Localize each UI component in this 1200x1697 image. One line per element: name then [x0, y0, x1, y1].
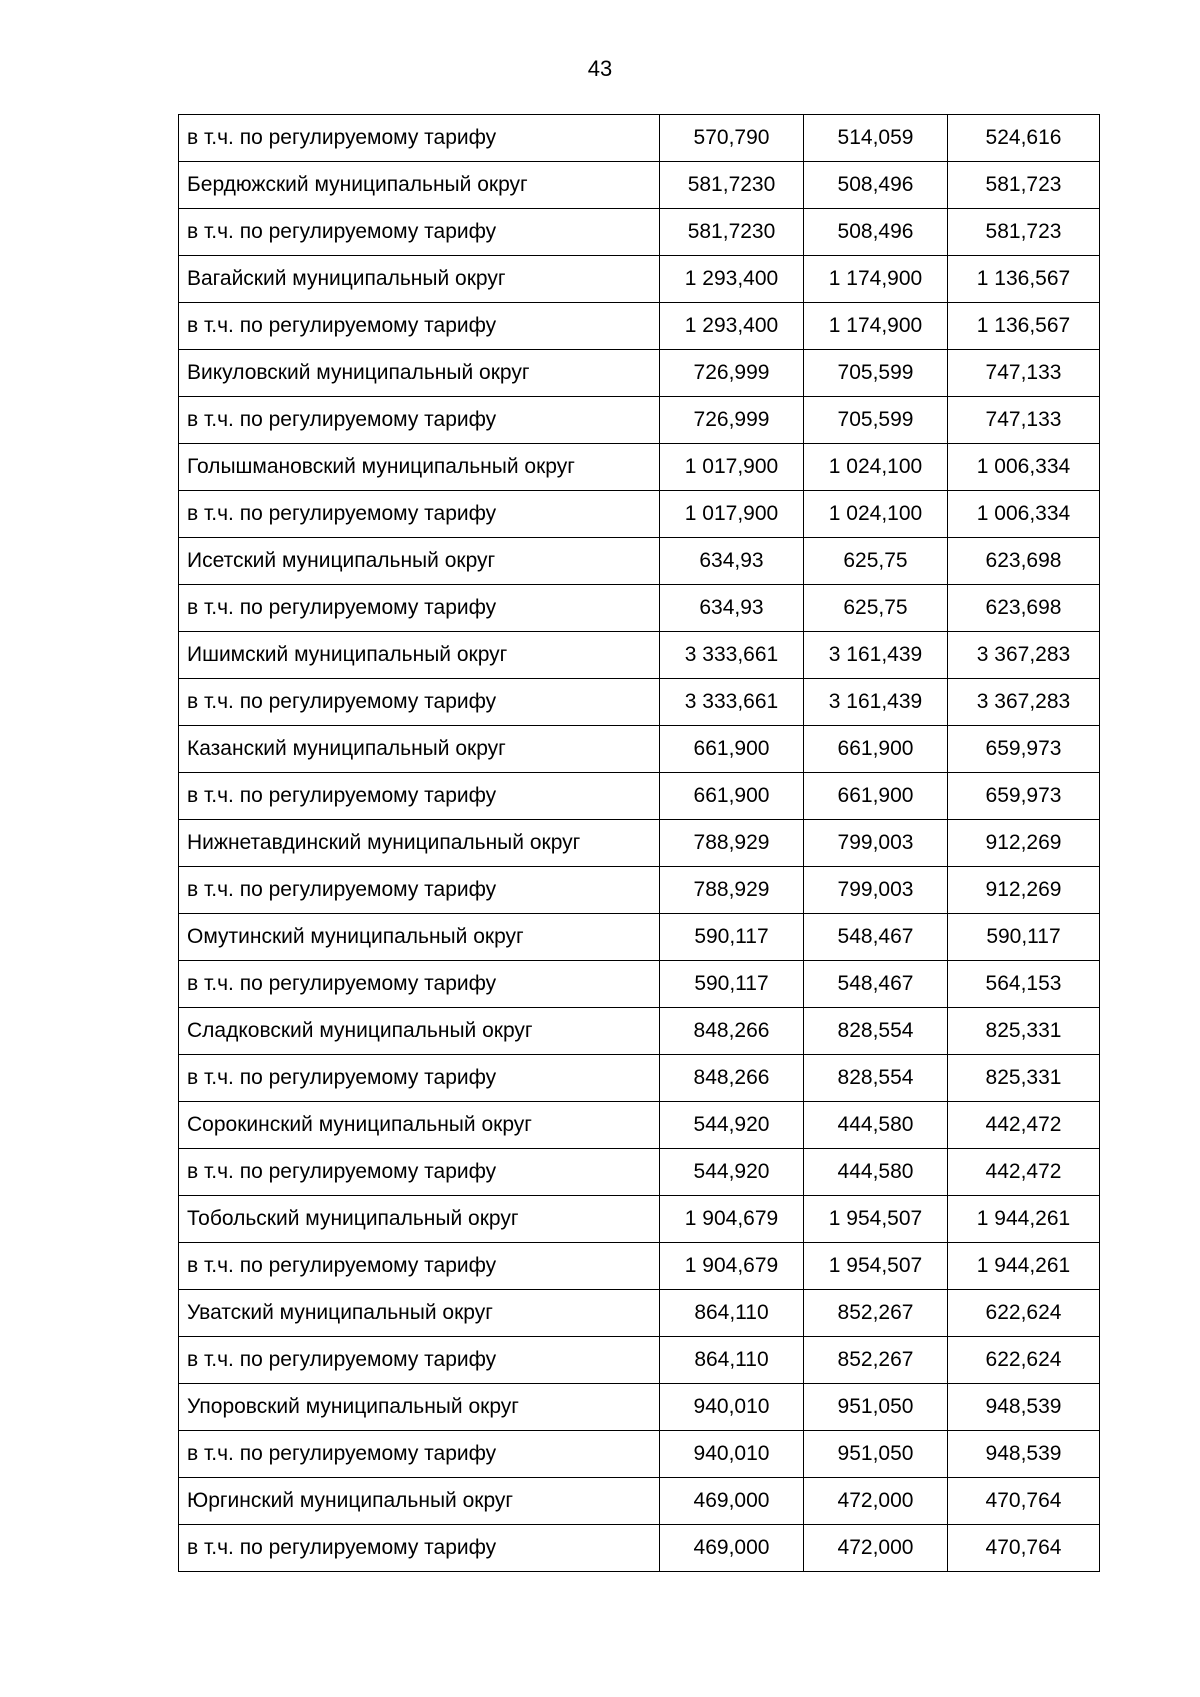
- table-row: [179, 303, 1100, 350]
- value-col-2-cell: 951,050: [804, 1384, 948, 1431]
- value-col-3-cell: 524,616: [948, 115, 1100, 162]
- value-col-2-cell: 472,000: [804, 1478, 948, 1525]
- value-col-2-cell: 508,496: [804, 209, 948, 256]
- row-name-cell: в т.ч. по регулируемому тарифу: [179, 397, 660, 444]
- table-row: [179, 1008, 1100, 1055]
- value-col-3-cell: 3 367,283: [948, 679, 1100, 726]
- table-row: [179, 820, 1100, 867]
- row-name-cell: Сорокинский муниципальный округ: [179, 1102, 660, 1149]
- table-row: [179, 867, 1100, 914]
- row-name-cell: Упоровский муниципальный округ: [179, 1384, 660, 1431]
- table-row: [179, 726, 1100, 773]
- value-col-3-cell: 1 944,261: [948, 1243, 1100, 1290]
- value-col-1-cell: 544,920: [660, 1149, 804, 1196]
- row-name-cell: в т.ч. по регулируемому тарифу: [179, 115, 660, 162]
- value-col-1-cell: 634,93: [660, 538, 804, 585]
- value-col-3-cell: 912,269: [948, 867, 1100, 914]
- value-col-1-cell: 788,929: [660, 820, 804, 867]
- value-col-3-cell: 1 944,261: [948, 1196, 1100, 1243]
- value-col-2-cell: 472,000: [804, 1525, 948, 1572]
- value-col-3-cell: 442,472: [948, 1149, 1100, 1196]
- table-row: [179, 961, 1100, 1008]
- tariff-table: [178, 114, 1100, 1572]
- value-col-1-cell: 581,7230: [660, 162, 804, 209]
- row-name-cell: Юргинский муниципальный округ: [179, 1478, 660, 1525]
- value-col-2-cell: 852,267: [804, 1337, 948, 1384]
- value-col-2-cell: 661,900: [804, 773, 948, 820]
- row-name-cell: в т.ч. по регулируемому тарифу: [179, 209, 660, 256]
- value-col-3-cell: 948,539: [948, 1384, 1100, 1431]
- row-name-cell: в т.ч. по регулируемому тарифу: [179, 303, 660, 350]
- value-col-1-cell: 590,117: [660, 961, 804, 1008]
- row-name-cell: Сладковский муниципальный округ: [179, 1008, 660, 1055]
- value-col-3-cell: 470,764: [948, 1525, 1100, 1572]
- row-name-cell: Уватский муниципальный округ: [179, 1290, 660, 1337]
- row-name-cell: Тобольский муниципальный округ: [179, 1196, 660, 1243]
- table-row: [179, 1337, 1100, 1384]
- value-col-3-cell: 564,153: [948, 961, 1100, 1008]
- table-row: [179, 1525, 1100, 1572]
- row-name-cell: Исетский муниципальный округ: [179, 538, 660, 585]
- value-col-1-cell: 590,117: [660, 914, 804, 961]
- value-col-3-cell: 825,331: [948, 1008, 1100, 1055]
- value-col-3-cell: 442,472: [948, 1102, 1100, 1149]
- row-name-cell: Казанский муниципальный округ: [179, 726, 660, 773]
- value-col-2-cell: 548,467: [804, 914, 948, 961]
- value-col-2-cell: 799,003: [804, 867, 948, 914]
- value-col-2-cell: 1 954,507: [804, 1196, 948, 1243]
- row-name-cell: в т.ч. по регулируемому тарифу: [179, 961, 660, 1008]
- table-row: [179, 1384, 1100, 1431]
- page-number: 43: [587, 56, 613, 81]
- value-col-3-cell: 622,624: [948, 1290, 1100, 1337]
- row-name-cell: в т.ч. по регулируемому тарифу: [179, 867, 660, 914]
- table-row: [179, 1290, 1100, 1337]
- value-col-1-cell: 544,920: [660, 1102, 804, 1149]
- table-row: [179, 115, 1100, 162]
- value-col-1-cell: 848,266: [660, 1008, 804, 1055]
- value-col-3-cell: 3 367,283: [948, 632, 1100, 679]
- value-col-3-cell: 590,117: [948, 914, 1100, 961]
- value-col-2-cell: 828,554: [804, 1055, 948, 1102]
- table-row: [179, 1431, 1100, 1478]
- value-col-2-cell: 1 024,100: [804, 491, 948, 538]
- table-row: [179, 1196, 1100, 1243]
- value-col-1-cell: 940,010: [660, 1431, 804, 1478]
- row-name-cell: в т.ч. по регулируемому тарифу: [179, 773, 660, 820]
- table-row: [179, 1243, 1100, 1290]
- row-name-cell: в т.ч. по регулируемому тарифу: [179, 585, 660, 632]
- table-row: [179, 679, 1100, 726]
- value-col-2-cell: 799,003: [804, 820, 948, 867]
- table-row: [179, 1102, 1100, 1149]
- value-col-1-cell: 1 293,400: [660, 303, 804, 350]
- value-col-2-cell: 828,554: [804, 1008, 948, 1055]
- row-name-cell: в т.ч. по регулируемому тарифу: [179, 1431, 660, 1478]
- value-col-2-cell: 514,059: [804, 115, 948, 162]
- row-name-cell: в т.ч. по регулируемому тарифу: [179, 679, 660, 726]
- value-col-2-cell: 625,75: [804, 585, 948, 632]
- value-col-2-cell: 625,75: [804, 538, 948, 585]
- value-col-1-cell: 940,010: [660, 1384, 804, 1431]
- table-row: [179, 162, 1100, 209]
- value-col-3-cell: 1 006,334: [948, 491, 1100, 538]
- row-name-cell: Ишимский муниципальный округ: [179, 632, 660, 679]
- value-col-1-cell: 864,110: [660, 1290, 804, 1337]
- table-row: [179, 397, 1100, 444]
- value-col-3-cell: 659,973: [948, 773, 1100, 820]
- value-col-2-cell: 1 174,900: [804, 256, 948, 303]
- value-col-1-cell: 1 293,400: [660, 256, 804, 303]
- row-name-cell: в т.ч. по регулируемому тарифу: [179, 1149, 660, 1196]
- value-col-3-cell: 1 006,334: [948, 444, 1100, 491]
- row-name-cell: в т.ч. по регулируемому тарифу: [179, 1525, 660, 1572]
- table-row: [179, 1055, 1100, 1102]
- value-col-3-cell: 659,973: [948, 726, 1100, 773]
- value-col-3-cell: 912,269: [948, 820, 1100, 867]
- value-col-1-cell: 469,000: [660, 1478, 804, 1525]
- row-name-cell: Нижнетавдинский муниципальный округ: [179, 820, 660, 867]
- value-col-2-cell: 444,580: [804, 1102, 948, 1149]
- value-col-2-cell: 548,467: [804, 961, 948, 1008]
- value-col-1-cell: 1 904,679: [660, 1196, 804, 1243]
- row-name-cell: Голышмановский муниципальный округ: [179, 444, 660, 491]
- value-col-3-cell: 622,624: [948, 1337, 1100, 1384]
- value-col-1-cell: 570,790: [660, 115, 804, 162]
- value-col-1-cell: 1 904,679: [660, 1243, 804, 1290]
- table-row: [179, 773, 1100, 820]
- value-col-1-cell: 848,266: [660, 1055, 804, 1102]
- value-col-3-cell: 581,723: [948, 209, 1100, 256]
- table-row: [179, 209, 1100, 256]
- table-row: [179, 914, 1100, 961]
- value-col-2-cell: 852,267: [804, 1290, 948, 1337]
- value-col-1-cell: 864,110: [660, 1337, 804, 1384]
- row-name-cell: Вагайский муниципальный округ: [179, 256, 660, 303]
- table-row: [179, 538, 1100, 585]
- value-col-3-cell: 623,698: [948, 538, 1100, 585]
- value-col-1-cell: 1 017,900: [660, 491, 804, 538]
- value-col-3-cell: 825,331: [948, 1055, 1100, 1102]
- table-row: [179, 256, 1100, 303]
- value-col-2-cell: 1 024,100: [804, 444, 948, 491]
- row-name-cell: в т.ч. по регулируемому тарифу: [179, 1243, 660, 1290]
- row-name-cell: в т.ч. по регулируемому тарифу: [179, 1055, 660, 1102]
- value-col-1-cell: 581,7230: [660, 209, 804, 256]
- value-col-2-cell: 1 954,507: [804, 1243, 948, 1290]
- value-col-2-cell: 705,599: [804, 397, 948, 444]
- value-col-3-cell: 623,698: [948, 585, 1100, 632]
- table-row: [179, 585, 1100, 632]
- value-col-1-cell: 3 333,661: [660, 679, 804, 726]
- value-col-1-cell: 661,900: [660, 726, 804, 773]
- value-col-2-cell: 951,050: [804, 1431, 948, 1478]
- value-col-3-cell: 747,133: [948, 350, 1100, 397]
- table-row: [179, 1478, 1100, 1525]
- value-col-1-cell: 469,000: [660, 1525, 804, 1572]
- value-col-3-cell: 747,133: [948, 397, 1100, 444]
- value-col-3-cell: 1 136,567: [948, 256, 1100, 303]
- value-col-1-cell: 661,900: [660, 773, 804, 820]
- value-col-1-cell: 726,999: [660, 350, 804, 397]
- table-row: [179, 632, 1100, 679]
- value-col-1-cell: 788,929: [660, 867, 804, 914]
- row-name-cell: в т.ч. по регулируемому тарифу: [179, 491, 660, 538]
- table-body: [179, 115, 1100, 1572]
- value-col-1-cell: 634,93: [660, 585, 804, 632]
- value-col-2-cell: 705,599: [804, 350, 948, 397]
- row-name-cell: в т.ч. по регулируемому тарифу: [179, 1337, 660, 1384]
- row-name-cell: Омутинский муниципальный округ: [179, 914, 660, 961]
- value-col-2-cell: 508,496: [804, 162, 948, 209]
- value-col-2-cell: 3 161,439: [804, 679, 948, 726]
- value-col-3-cell: 470,764: [948, 1478, 1100, 1525]
- table-row: [179, 444, 1100, 491]
- table-row: [179, 350, 1100, 397]
- value-col-3-cell: 1 136,567: [948, 303, 1100, 350]
- row-name-cell: Бердюжский муниципальный округ: [179, 162, 660, 209]
- value-col-3-cell: 948,539: [948, 1431, 1100, 1478]
- value-col-1-cell: 1 017,900: [660, 444, 804, 491]
- table-row: [179, 1149, 1100, 1196]
- value-col-3-cell: 581,723: [948, 162, 1100, 209]
- value-col-1-cell: 726,999: [660, 397, 804, 444]
- row-name-cell: Викуловский муниципальный округ: [179, 350, 660, 397]
- value-col-2-cell: 661,900: [804, 726, 948, 773]
- value-col-1-cell: 3 333,661: [660, 632, 804, 679]
- value-col-2-cell: 3 161,439: [804, 632, 948, 679]
- value-col-2-cell: 444,580: [804, 1149, 948, 1196]
- table-row: [179, 491, 1100, 538]
- value-col-2-cell: 1 174,900: [804, 303, 948, 350]
